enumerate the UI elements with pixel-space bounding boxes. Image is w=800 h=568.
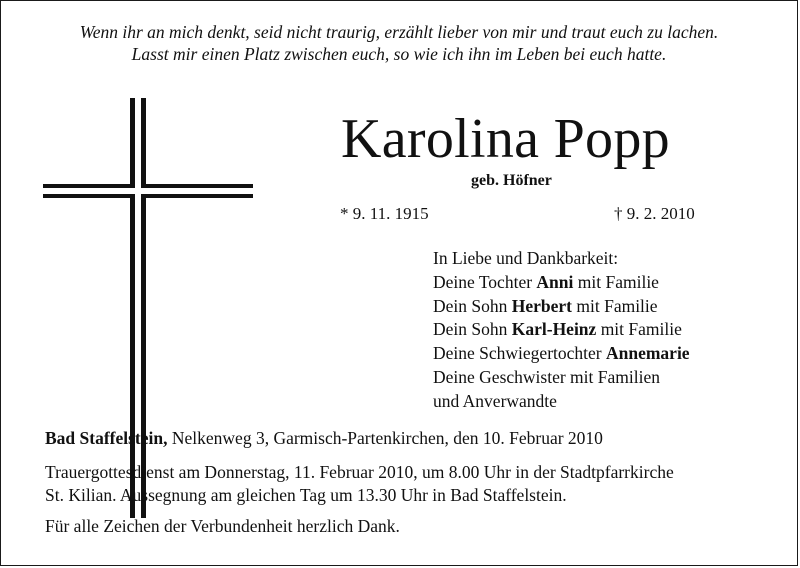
deceased-name: Karolina Popp	[341, 108, 670, 170]
memorial-verse-line-1: Wenn ihr an mich denkt, seid nicht traurig, erzählt lieber von mir und traut euch zu lachen.	[79, 22, 719, 42]
mourner-name: Karl-Heinz	[511, 319, 597, 340]
service-line-2: St. Kilian. Aussegnung am gleichen Tag um 13.30 Uhr in Bad Staffelstein.	[45, 485, 567, 505]
mourner-line: Deine Tochter Anni mit Familie	[433, 271, 659, 292]
mourner-name: Anni	[536, 271, 574, 292]
mourners-relatives: und Anverwandte	[433, 390, 557, 411]
town-name: Bad Staffelstein,	[45, 428, 168, 448]
birth-date: * 9. 11. 1915	[340, 204, 429, 223]
mourner-name: Annemarie	[605, 343, 690, 364]
mourners-siblings: Deine Geschwister mit Familien	[433, 366, 660, 387]
address-and-date: Nelkenweg 3, Garmisch-Partenkirchen, den 10. Februar 2010	[167, 428, 603, 448]
death-date: † 9. 2. 2010	[614, 204, 695, 223]
mourner-line: Deine Schwiegertochter Annemarie	[433, 343, 690, 364]
mourner-name: Herbert	[511, 295, 572, 316]
mourners-intro: In Liebe und Dankbarkeit:	[433, 248, 619, 268]
cross-icon	[43, 98, 253, 518]
memorial-verse-line-2: Lasst mir einen Platz zwischen euch, so wie ich ihn im Leben bei euch hatte.	[131, 44, 667, 64]
mourners-list	[433, 247, 690, 414]
memorial-verse	[1, 21, 797, 65]
mourner-line: Dein Sohn Karl-Heinz mit Familie	[433, 319, 682, 340]
service-line-1: Trauergottesdienst am Donnerstag, 11. Februar 2010, um 8.00 Uhr in der Stadtpfarrkirche	[45, 462, 674, 482]
mourner-line: Dein Sohn Herbert mit Familie	[433, 295, 658, 316]
thanks-line: Für alle Zeichen der Verbundenheit herzlich Dank.	[45, 516, 400, 536]
maiden-name: geb. Höfner	[471, 172, 552, 189]
place-and-date	[45, 428, 603, 449]
funeral-service-info	[45, 461, 674, 507]
